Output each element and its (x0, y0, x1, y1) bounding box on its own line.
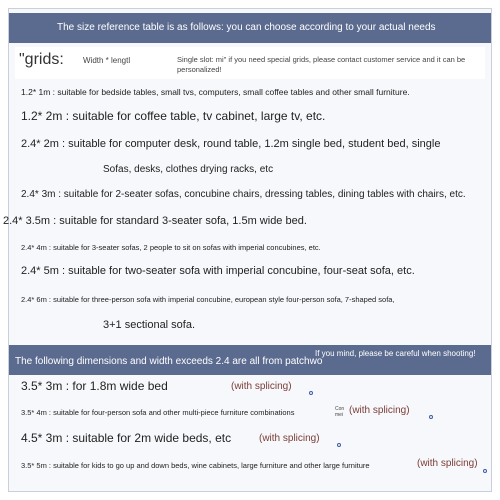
splice-tag-1: (with splicing) (231, 381, 292, 392)
size-line-5: 2.4* 3m : suitable for 2-seater sofas, concubine chairs, dressing tables, dining tables with chairs, etc. (21, 189, 466, 200)
splice-tag-2: (with splicing) (349, 405, 410, 416)
section2-bar (9, 345, 491, 375)
splice-small-2: Con mei (335, 406, 345, 418)
grids-row (15, 47, 485, 79)
size-line-8: 2.4* 5m : suitable for two-seater sofa with imperial concubine, four-seat sofa, etc. (21, 265, 415, 277)
section2-note: If you mind, please be careful when shooting! (315, 349, 476, 358)
splice-line-1: 3.5* 3m : for 1.8m wide bed (21, 379, 168, 393)
bullet-dot-icon (429, 415, 433, 419)
grids-label: "grids: (19, 51, 64, 68)
size-reference-panel (3, 8, 492, 492)
splice-line-2: 3.5* 4m : suitable for four-person sofa and other multi-piece furniture combinations (21, 408, 295, 417)
splice-line-3: 4.5* 3m : suitable for 2m wide beds, etc (21, 431, 232, 445)
bullet-dot-icon (337, 443, 341, 447)
width-length-label: Width * lengtl (83, 56, 131, 65)
splice-tag-3: (with splicing) (259, 433, 320, 444)
bullet-dot-icon (483, 469, 487, 473)
splice-tag-4: (with splicing) (417, 458, 478, 469)
size-line-1: 1.2* 1m : suitable for bedside tables, small tvs, computers, small coffee tables and other small furniture. (21, 87, 410, 97)
size-line-3: 2.4* 2m : suitable for computer desk, round table, 1.2m single bed, student bed, single (21, 138, 441, 150)
special-grids-note: Single slot: mi" if you need special grids, please contact customer service and it can be personalized! (177, 55, 466, 74)
size-line-7: 2.4* 4m : suitable for 3-seater sofas, 2 people to sit on sofas with imperial concubines, etc. (21, 243, 321, 252)
bullet-dot-icon (309, 391, 313, 395)
size-line-2: 1.2* 2m : suitable for coffee table, tv cabinet, large tv, etc. (21, 109, 326, 123)
size-line-6: 2.4* 3.5m : suitable for standard 3-seater sofa, 1.5m wide bed. (3, 215, 307, 227)
section2-title: The following dimensions and width exceeds 2.4 are all from patchwo (15, 356, 323, 367)
size-line-4: Sofas, desks, clothes drying racks, etc (103, 164, 274, 175)
size-line-9: 2.4* 6m : suitable for three-person sofa with imperial concubine, european style four-person sofa, 7-shaped sofa, (21, 295, 395, 304)
header-title: The size reference table is as follows: you can choose according to your actual needs (57, 22, 436, 33)
splice-line-4: 3.5* 5m : suitable for kids to go up and down beds, wine cabinets, large furniture and other large furniture (21, 461, 370, 470)
size-line-10: 3+1 sectional sofa. (103, 319, 196, 331)
header-bar (9, 13, 491, 43)
